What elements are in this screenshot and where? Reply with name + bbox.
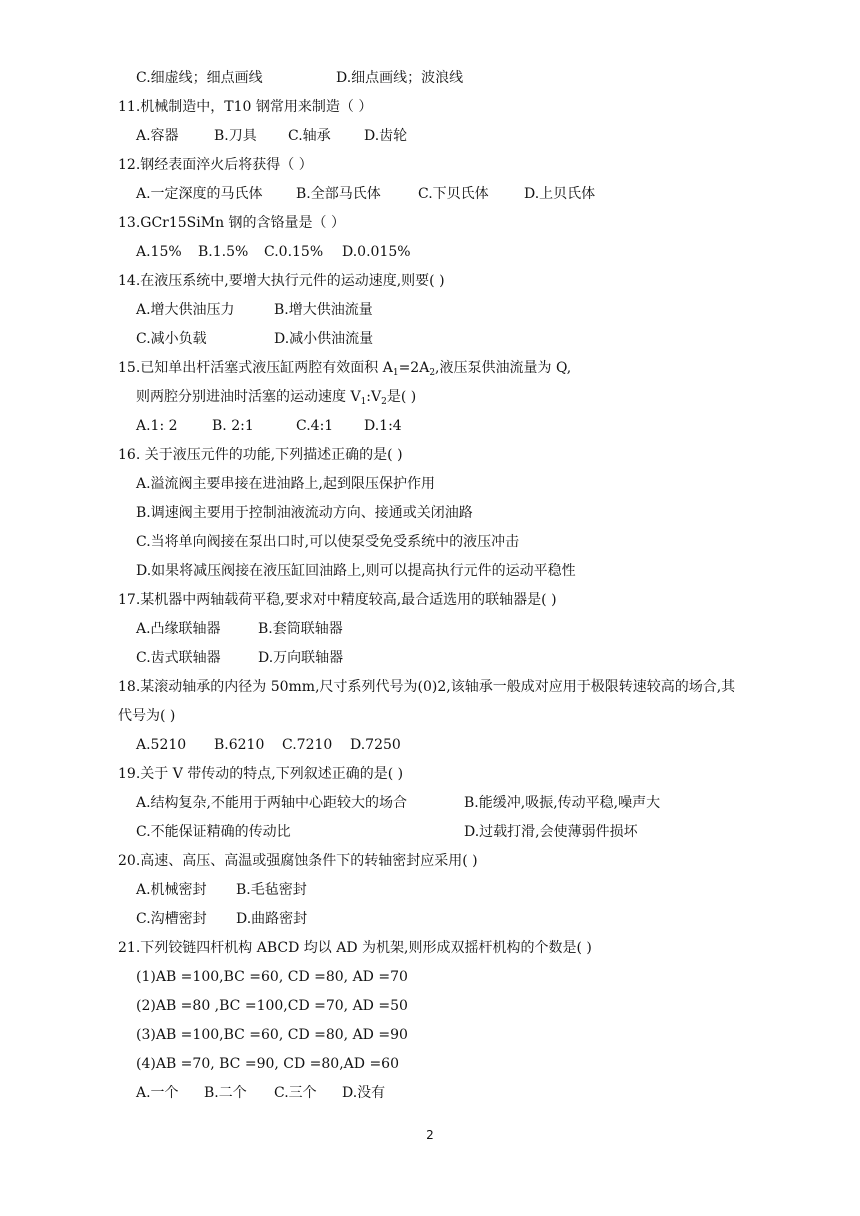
q15-stem-line2: 则两腔分别进油时活塞的运动速度 $V_1:V_2$是( ) [136, 389, 417, 407]
q12-option-b: B.全部马氏体 [296, 186, 381, 202]
q14-option-c: C.减小负载 [136, 331, 207, 347]
q14-option-d: D.减小供油流量 [274, 331, 374, 347]
q19-option-a: A.结构复杂,不能用于两轴中心距较大的场合 [136, 795, 408, 811]
q17-option-c: C.齿式联轴器 [136, 650, 221, 666]
q18-stem-line2: 代号为( ) [118, 708, 176, 724]
q17-option-b: B.套筒联轴器 [258, 621, 343, 637]
q20-option-a: A.机械密封 [136, 882, 207, 898]
q12-option-c: C.下贝氏体 [418, 186, 489, 202]
q20-option-d: D.曲路密封 [236, 911, 308, 927]
q21-option-b: B.二个 [204, 1085, 247, 1101]
q14-stem: 14.在液压系统中,要增大执行元件的运动速度,则要( ) [118, 273, 445, 289]
q18-option-d: D.7250 [350, 737, 401, 753]
q21-stem: 21.下列铰链四杆机构 ABCD 均以 AD 为机架,则形成双摇杆机构的个数是( ) [118, 940, 592, 956]
q19-option-c: C.不能保证精确的传动比 [136, 824, 291, 840]
q13-stem: 13.GCr15SiMn 钢的含铬量是（ ） [118, 215, 345, 231]
q15-option-b: B. 2:1 [212, 418, 254, 434]
q10-option-d: D.细点画线；波浪线 [336, 70, 464, 86]
q18-option-a: A.5210 [136, 737, 187, 753]
q20-option-b: B.毛毡密封 [236, 882, 307, 898]
q16-option-d: D.如果将减压阀接在液压缸回油路上,则可以提高执行元件的运动平稳性 [136, 563, 576, 579]
q11-option-d: D.齿轮 [364, 128, 408, 144]
q16-option-c: C.当将单向阀接在泵出口时,可以使泵受免受系统中的液压冲击 [136, 534, 520, 550]
q19-option-b: B.能缓冲,吸振,传动平稳,噪声大 [464, 795, 661, 811]
q21-option-c: C.三个 [274, 1085, 317, 1101]
q13-option-a: A.15% [136, 244, 182, 260]
q19-stem: 19.关于 V 带传动的特点,下列叙述正确的是( ) [118, 766, 404, 782]
q19-option-d: D.过载打滑,会使薄弱件损坏 [464, 824, 638, 840]
q21-item-3: (3)AB =100,BC =60, CD =80, AD =90 [136, 1027, 408, 1043]
q17-option-d: D.万向联轴器 [258, 650, 344, 666]
q13-option-d: D.0.015% [342, 244, 411, 260]
q21-item-1: (1)AB =100,BC =60, CD =80, AD =70 [136, 969, 408, 985]
q11-option-c: C.轴承 [288, 128, 331, 144]
q15-option-d: D.1:4 [364, 418, 402, 434]
q14-option-a: A.增大供油压力 [136, 302, 235, 318]
q21-option-a: A.一个 [136, 1085, 179, 1101]
q11-option-a: A.容器 [136, 128, 179, 144]
q11-stem: 11.机械制造中，T10 钢常用来制造（ ） [118, 99, 373, 115]
q12-option-a: A.一定深度的马氏体 [136, 186, 263, 202]
q17-stem: 17.某机器中两轴载荷平稳,要求对中精度较高,最合适选用的联轴器是( ) [118, 592, 557, 608]
q21-option-d: D.没有 [342, 1085, 386, 1101]
q16-option-a: A.溢流阀主要串接在进油路上,起到限压保护作用 [136, 476, 436, 492]
q16-stem: 16. 关于液压元件的功能,下列描述正确的是( ) [118, 447, 403, 463]
q17-option-a: A.凸缘联轴器 [136, 621, 221, 637]
q15-stem: 15.已知单出杆活塞式液压缸两腔有效面积 $A_1=2A_2$,液压泵供油流量为 Q, [118, 360, 572, 378]
q20-option-c: C.沟槽密封 [136, 911, 207, 927]
q13-option-b: B.1.5% [198, 244, 249, 260]
q21-item-4: (4)AB =70, BC =90, CD =80,AD =60 [136, 1056, 399, 1072]
q12-option-d: D.上贝氏体 [524, 186, 596, 202]
q18-option-c: C.7210 [282, 737, 333, 753]
q18-stem: 18.某滚动轴承的内径为 50mm,尺寸系列代号为(0)2,该轴承一般成对应用于极限转速较高的场合,其 [118, 679, 736, 695]
q15-option-a: A.1: 2 [136, 418, 178, 434]
q15-option-c: C.4:1 [296, 418, 334, 434]
q13-option-c: C.0.15% [264, 244, 324, 260]
q20-stem: 20.高速、高压、高温或强腐蚀条件下的转轴密封应采用( ) [118, 853, 478, 869]
q14-option-b: B.增大供油流量 [274, 302, 373, 318]
page-number: 2 [426, 1128, 434, 1142]
q12-stem: 12.钢经表面淬火后将获得（ ） [118, 157, 313, 173]
q10-option-c: C.细虚线；细点画线 [136, 70, 263, 86]
q16-option-b: B.调速阀主要用于控制油液流动方向、接通或关闭油路 [136, 505, 473, 521]
q18-option-b: B.6210 [214, 737, 265, 753]
q21-item-2: (2)AB =80 ,BC =100,CD =70, AD =50 [136, 998, 408, 1014]
q11-option-b: B.刀具 [214, 128, 257, 144]
